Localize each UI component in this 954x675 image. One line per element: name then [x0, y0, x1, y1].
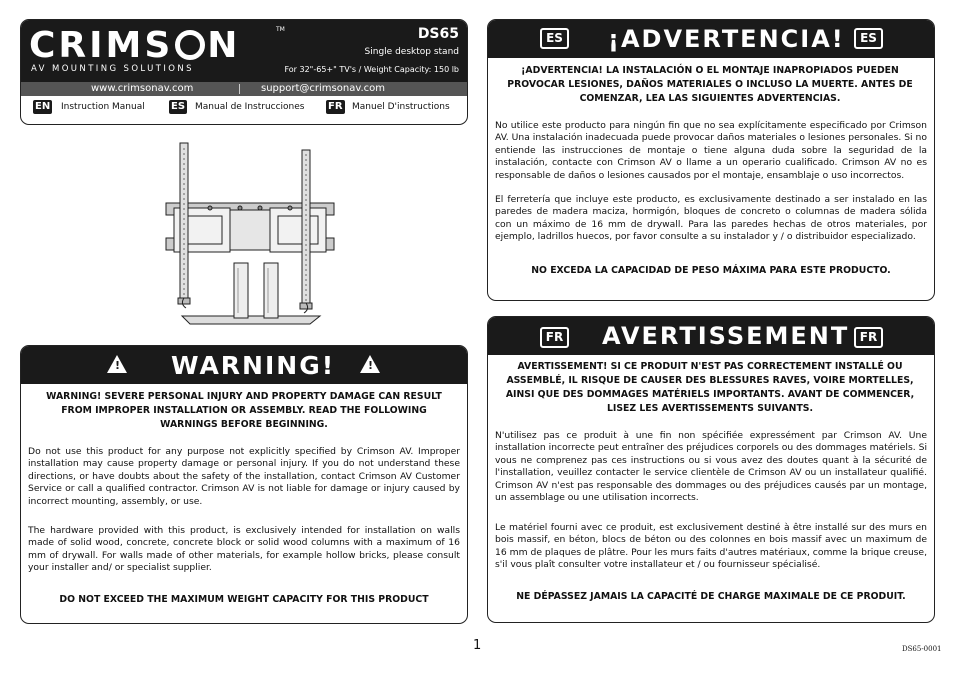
warning-title: WARNING! [171, 351, 336, 380]
contact-divider [239, 84, 240, 94]
document-code: DS65-0001 [902, 645, 942, 653]
warning-section [20, 345, 468, 624]
advertencia-paragraph-2: El ferretería que incluye este producto, es exclusivamente destinado a ser instalado en las paredes de madera maciza, hormigón, bloques de concreto o columnas de madera sólida con un máximo de 16 mm de drywall. Para las paredes hechas de otros materiales, por ejemplo, ladrillos huecos, por favor consulte a su instalador y / o distribuidor especializado. [495, 194, 927, 243]
page-number: 1 [473, 638, 482, 653]
product-specs: For 32"-65+" TV's / Weight Capacity: 150 lb [284, 65, 459, 74]
advertencia-lead: ¡ADVERTENCIA! LA INSTALACIÓN O EL MONTAJE INAPROPIADOS PUEDEN PROVOCAR LESIONES, DAÑOS MATERIALES O INCLUSO LA MUERTE. ANTES DE COMENZAR, LEA LAS SIGUIENTES ADVERTENCIAS. [507, 65, 913, 104]
header-card [20, 19, 468, 125]
advertencia-footer: NO EXCEDA LA CAPACIDAD DE PESO MÁXIMA PARA ESTE PRODUCTO. [531, 265, 891, 276]
warning-title-bar [21, 346, 467, 384]
warning-paragraph-1: Do not use this product for any purpose not explicitly specified by Crimson AV. Improper installation may cause property damage or personal injury. If you do not understand these directions, or have doubts about the safety of the installation, contact Crimson AV Customer Service or call a qualified contractor. Crimson AV is not liable for damage or injury caused by incorrect mounting, assembly, or use. [28, 446, 460, 507]
advertencia-title-bar [488, 20, 934, 58]
brand-logo: CRIMS N [29, 25, 241, 66]
warning-triangle-icon-right: ! [360, 355, 380, 373]
advertencia-paragraph-1: No utilice este producto para ningún fin que no sea explícitamente especificado por Crimson AV. Una instalación inadecuada puede provocar daños materiales o lesiones personales. Si no entiende las instrucciones de montaje o tiene alguna duda sobre la seguridad de la instalación, contacte con Crimson AV o llame a un operario cualificado. Crimson AV no es responsable de daños o lesiones causados por el montaje, ensamblaje o uso incorrectos. [495, 120, 927, 181]
advertencia-section [487, 19, 935, 301]
contact-bar [21, 82, 467, 96]
es-badge-left: ES [540, 28, 569, 49]
model-number: DS65 [417, 26, 459, 42]
avertissement-paragraph-1: N'utilisez pas ce produit à une fin non spécifiée expressément par Crimson AV. Une installation incorrecte peut entraîner des préjudices corporels ou des dommages matériels. Si vous ne comprenez pas ces instructions ou si vous avez des doutes quant à la sécurité de l'installation, veuillez contacter le service clientèle de Crimson AV ou un installateur qualifié. Crimson AV n'est pas responsable des dommages ou des préjudices causés par un montage, un assemblage ou une utilisation incorrects. [495, 430, 927, 504]
product-illustration [160, 138, 340, 328]
fr-badge-right: FR [854, 327, 883, 348]
website-link[interactable]: www.crimsonav.com [91, 83, 194, 94]
es-badge-right: ES [854, 28, 883, 49]
lang-label-fr: Manuel D'instructions [352, 102, 450, 112]
avertissement-title: AVERTISSEMENT [602, 322, 850, 350]
lang-badge-en: EN [35, 101, 51, 112]
header-banner [21, 20, 467, 82]
warning-footer: DO NOT EXCEED THE MAXIMUM WEIGHT CAPACITY FOR THIS PRODUCT [59, 594, 429, 605]
avertissement-lead: AVERTISSEMENT! SI CE PRODUIT N'EST PAS CORRECTEMENT INSTALLÉ OU ASSEMBLÉ, IL RISQUE DE CAUSER DES BLESSURES RAVES, VOIRE MORTELLES, AINSI QUE DES DOMMAGES MATÉRIELS IMPORTANTS. AVANT DE COMMENCER, LISEZ LES AVERTISSEMENTS SUIVANTS. [505, 361, 915, 414]
warning-paragraph-2: The hardware provided with this product, is exclusively intended for installation on walls made of solid wood, concrete, concrete block or solid wood columns with a maximum of 16 mm of drywall. For walls made of other materials, for example hollow bricks, please consult your installer and/ or specialist supplier. [28, 525, 460, 574]
warning-triangle-icon-left: ! [107, 355, 127, 373]
trademark: TM [276, 26, 285, 33]
brand-tagline: AV MOUNTING SOLUTIONS [31, 64, 194, 74]
logo-o-mark [175, 30, 205, 60]
fr-badge-left: FR [540, 327, 569, 348]
lang-badge-es: ES [171, 101, 186, 112]
support-email-link[interactable]: support@crimsonav.com [261, 83, 385, 94]
advertencia-title: ¡ADVERTENCIA! [608, 25, 845, 53]
avertissement-paragraph-2: Le matériel fourni avec ce produit, est exclusivement destiné à être installé sur des murs en bois massif, en béton, blocs de béton ou des colonnes en bois massif avec un maximum de 16 mm de plaques de plâtre. Pour les murs faits d'autres matériaux, comme la brique creuse, s'il vous plaît consulter votre installateur et / ou fournisseur spécialisé. [495, 522, 927, 571]
lang-label-en: Instruction Manual [61, 102, 145, 112]
lang-badge-fr: FR [328, 101, 343, 112]
avertissement-title-bar [488, 317, 934, 355]
lang-label-es: Manual de Instrucciones [195, 102, 305, 112]
product-description: Single desktop stand [364, 47, 459, 57]
avertissement-section [487, 316, 935, 623]
avertissement-footer: NE DÉPASSEZ JAMAIS LA CAPACITÉ DE CHARGE MAXIMALE DE CE PRODUIT. [516, 591, 906, 602]
language-row [21, 100, 467, 118]
warning-lead: WARNING! SEVERE PERSONAL INJURY AND PROPERTY DAMAGE CAN RESULT FROM IMPROPER INSTALLATION OR ASSEMBLY. READ THE FOLLOWING WARNINGS BEFORE BEGINNING. [46, 391, 442, 430]
